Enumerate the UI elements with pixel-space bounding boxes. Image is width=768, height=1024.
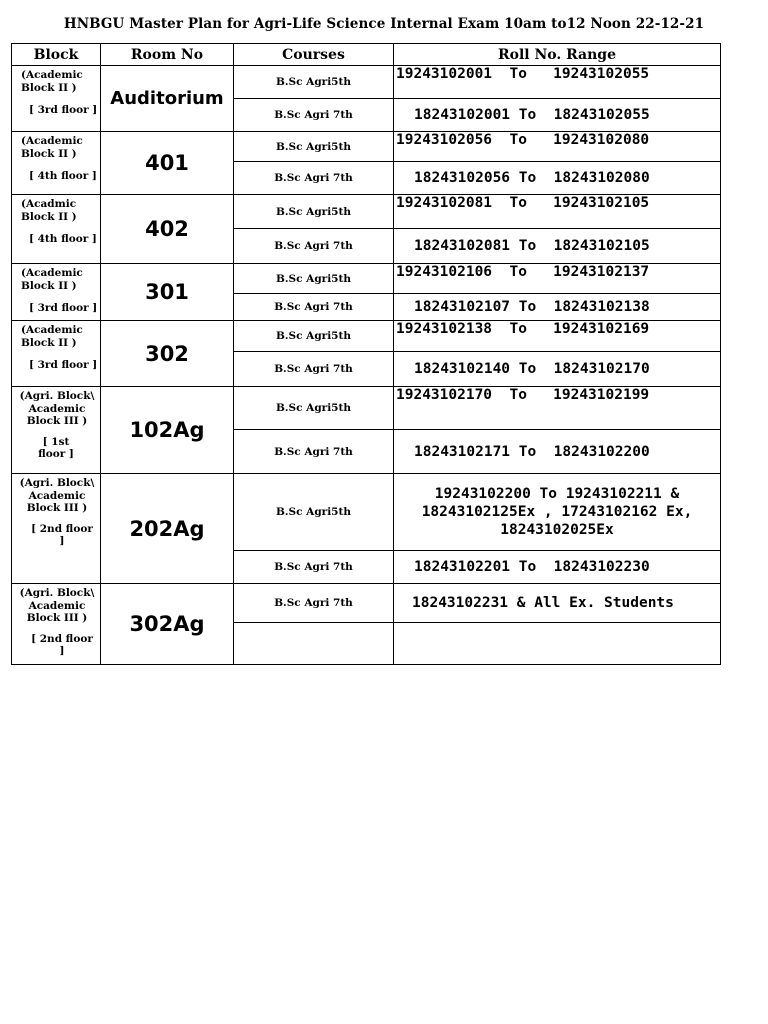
block-name: (Agri. Block\ Academic Block III ) [19,390,95,427]
block-cell [12,387,101,474]
block-name: (Academic Block II ) [21,324,83,349]
block-floor: [ 4th floor ] [29,233,97,245]
roll-range: 19243102001 To 19243102055 [394,66,721,99]
room-number: 401 [101,132,234,195]
table-row [12,584,721,623]
room-number: 302Ag [101,584,234,665]
course-name [234,623,394,665]
course-name: B.Sc Agri 7th [234,99,394,132]
header-room-no: Room No [101,44,234,66]
block-cell [12,132,101,195]
block-cell [12,66,101,132]
block-cell [12,264,101,321]
table-row [12,321,721,352]
table-row [12,264,721,294]
course-name: B.Sc Agri5th [234,264,394,294]
course-name: B.Sc Agri5th [234,132,394,162]
room-number: 202Ag [101,474,234,584]
roll-range: 19243102081 To 19243102105 [394,195,721,229]
roll-range: 18243102231 & All Ex. Students [394,584,721,623]
roll-range: 18243102140 To 18243102170 [394,352,721,387]
header-courses: Courses [234,44,394,66]
room-number: Auditorium [101,66,234,132]
course-name: B.Sc Agri5th [234,321,394,352]
room-number: 301 [101,264,234,321]
roll-range: 18243102107 To 18243102138 [394,294,721,321]
block-name: (Agri. Block\ Academic Block III ) [19,587,95,624]
header-row [12,44,721,66]
roll-range: 19243102138 To 19243102169 [394,321,721,352]
block-name: (Agri. Block\ Academic Block III ) [19,477,95,514]
block-floor: [ 2nd floor ] [31,632,93,657]
block-cell [12,474,101,584]
roll-range [394,623,721,665]
page-title: HNBGU Master Plan for Agri-Life Science Internal Exam 10am to12 Noon 22-12-21 [63,16,705,32]
roll-range: 18243102201 To 18243102230 [394,551,721,584]
block-floor: [ 3rd floor ] [29,104,98,116]
room-number: 302 [101,321,234,387]
course-name: B.Sc Agri5th [234,474,394,551]
course-name: B.Sc Agri 7th [234,162,394,195]
roll-range: 18243102081 To 18243102105 [394,229,721,264]
table-row [12,195,721,229]
table-row [12,66,721,99]
block-name: (Academic Block II ) [21,267,83,292]
room-number: 102Ag [101,387,234,474]
block-cell [12,321,101,387]
block-floor: [ 2nd floor ] [31,522,93,547]
roll-range: 19243102106 To 19243102137 [394,264,721,294]
block-floor: [ 3rd floor ] [29,359,98,371]
block-name: (Acadmic Block II ) [21,198,77,223]
block-name: (Academic Block II ) [21,69,83,94]
exam-plan-table [11,43,721,665]
roll-range: 19243102170 To 19243102199 [394,387,721,430]
course-name: B.Sc Agri5th [234,195,394,229]
course-name: B.Sc Agri 7th [234,294,394,321]
block-cell [12,584,101,665]
table-row [12,474,721,551]
block-name: (Academic Block II ) [21,135,83,160]
block-floor: [ 1st floor ] [38,435,74,460]
header-block: Block [12,44,101,66]
roll-range: 18243102001 To 18243102055 [394,99,721,132]
course-name: B.Sc Agri 7th [234,352,394,387]
room-number: 402 [101,195,234,264]
roll-range: 19243102200 To 19243102211 & 18243102125Ex , 17243102162 Ex, 18243102025Ex [394,474,721,551]
block-floor: [ 3rd floor ] [29,302,98,314]
block-cell [12,195,101,264]
table-row [12,387,721,430]
roll-range: 18243102056 To 18243102080 [394,162,721,195]
roll-range: 18243102171 To 18243102200 [394,430,721,474]
course-name: B.Sc Agri5th [234,66,394,99]
course-name: B.Sc Agri 7th [234,584,394,623]
course-name: B.Sc Agri 7th [234,229,394,264]
table-row [12,132,721,162]
course-name: B.Sc Agri 7th [234,430,394,474]
roll-range: 19243102056 To 19243102080 [394,132,721,162]
course-name: B.Sc Agri5th [234,387,394,430]
course-name: B.Sc Agri 7th [234,551,394,584]
header-roll-range: Roll No. Range [394,44,721,66]
block-floor: [ 4th floor ] [29,170,97,182]
